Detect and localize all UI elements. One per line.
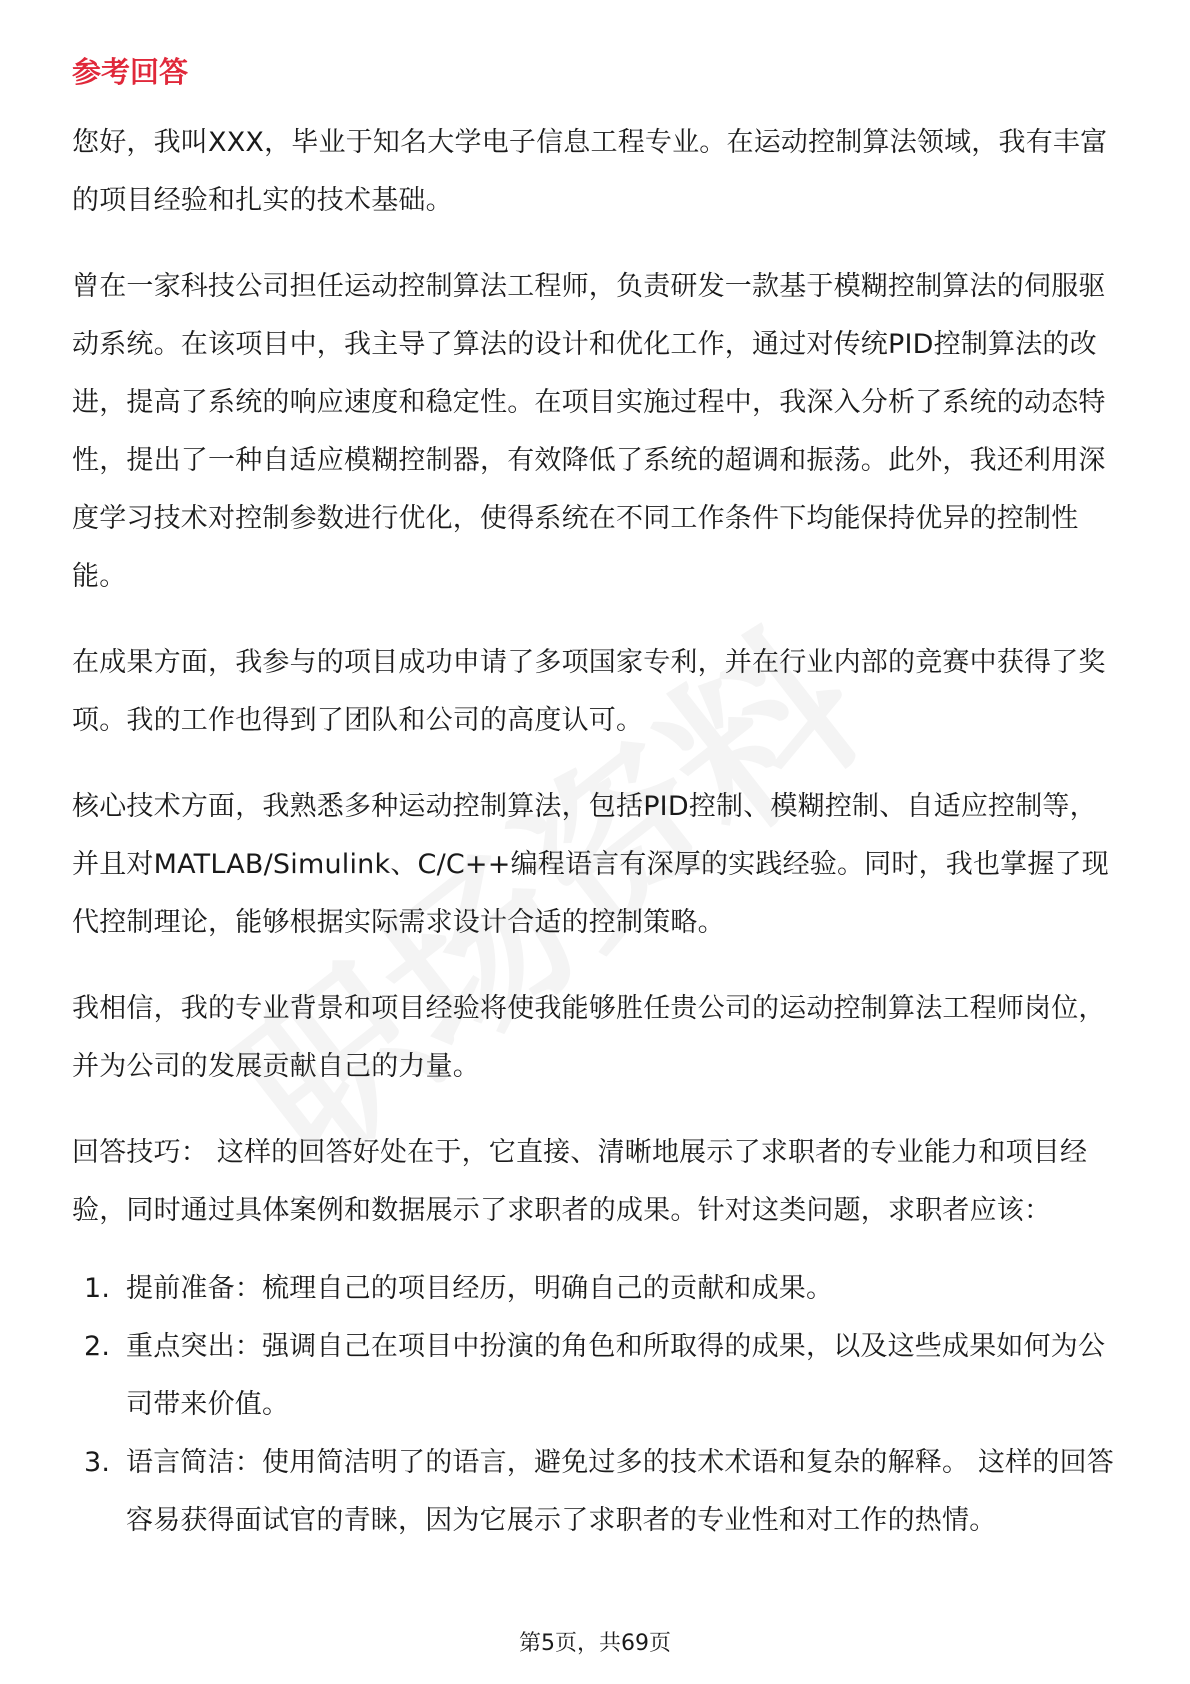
list-text: 重点突出：强调自己在项目中扮演的角色和所取得的成果，以及这些成果如何为公司带来价值。 xyxy=(126,1331,1106,1420)
paragraph-skills: 核心技术方面，我熟悉多种运动控制算法，包括PID控制、模糊控制、自适应控制等，并且对MATLAB/Simulink、C/C++编程语言有深厚的实践经验。同时，我也掌握了现代控制理论，能够根据实际需求设计合适的控制策略。 xyxy=(72,791,1109,938)
page-number: 第5页，共69页 xyxy=(519,1631,671,1656)
paragraph-experience: 曾在一家科技公司担任运动控制算法工程师，负责研发一款基于模糊控制算法的伺服驱动系统。在该项目中，我主导了算法的设计和优化工作，通过对传统PID控制算法的改进，提高了系统的响应速度和稳定性。在项目实施过程中，我深入分析了系统的动态特性，提出了一种自适应模糊控制器，有效降低了系统的超调和振荡。此外，我还利用深度学习技术对控制参数进行优化，使得系统在不同工作条件下均能保持优异的控制性能。 xyxy=(72,271,1106,592)
list-number: 1. xyxy=(84,1273,111,1304)
paragraph-intro: 您好，我叫XXX，毕业于知名大学电子信息工程专业。在运动控制算法领域，我有丰富的项目经验和扎实的技术基础。 xyxy=(72,127,1108,216)
answer-tips: 回答技巧： 这样的回答好处在于，它直接、清晰地展示了求职者的专业能力和项目经验，同时通过具体案例和数据展示了求职者的成果。针对这类问题，求职者应该： xyxy=(72,1137,1088,1226)
list-text: 提前准备：梳理自己的项目经历，明确自己的贡献和成果。 xyxy=(126,1273,834,1304)
section-heading: 参考回答 xyxy=(72,55,189,89)
list-item xyxy=(72,1318,1122,1434)
list-item xyxy=(72,1434,1122,1550)
paragraph-achievements: 在成果方面，我参与的项目成功申请了多项国家专利，并在行业内部的竞赛中获得了奖项。我的工作也得到了团队和公司的高度认可。 xyxy=(72,647,1106,736)
list-item xyxy=(72,1260,1122,1318)
document-body xyxy=(72,48,1122,1550)
list-number: 3. xyxy=(84,1447,111,1478)
list-text: 语言简洁：使用简洁明了的语言，避免过多的技术术语和复杂的解释。 这样的回答容易获得面试官的青睐，因为它展示了求职者的专业性和对工作的热情。 xyxy=(126,1447,1114,1536)
tips-list xyxy=(72,1260,1122,1550)
list-number: 2. xyxy=(84,1331,111,1362)
paragraph-conclusion: 我相信，我的专业背景和项目经验将使我能够胜任贵公司的运动控制算法工程师岗位，并为公司的发展贡献自己的力量。 xyxy=(72,993,1106,1082)
